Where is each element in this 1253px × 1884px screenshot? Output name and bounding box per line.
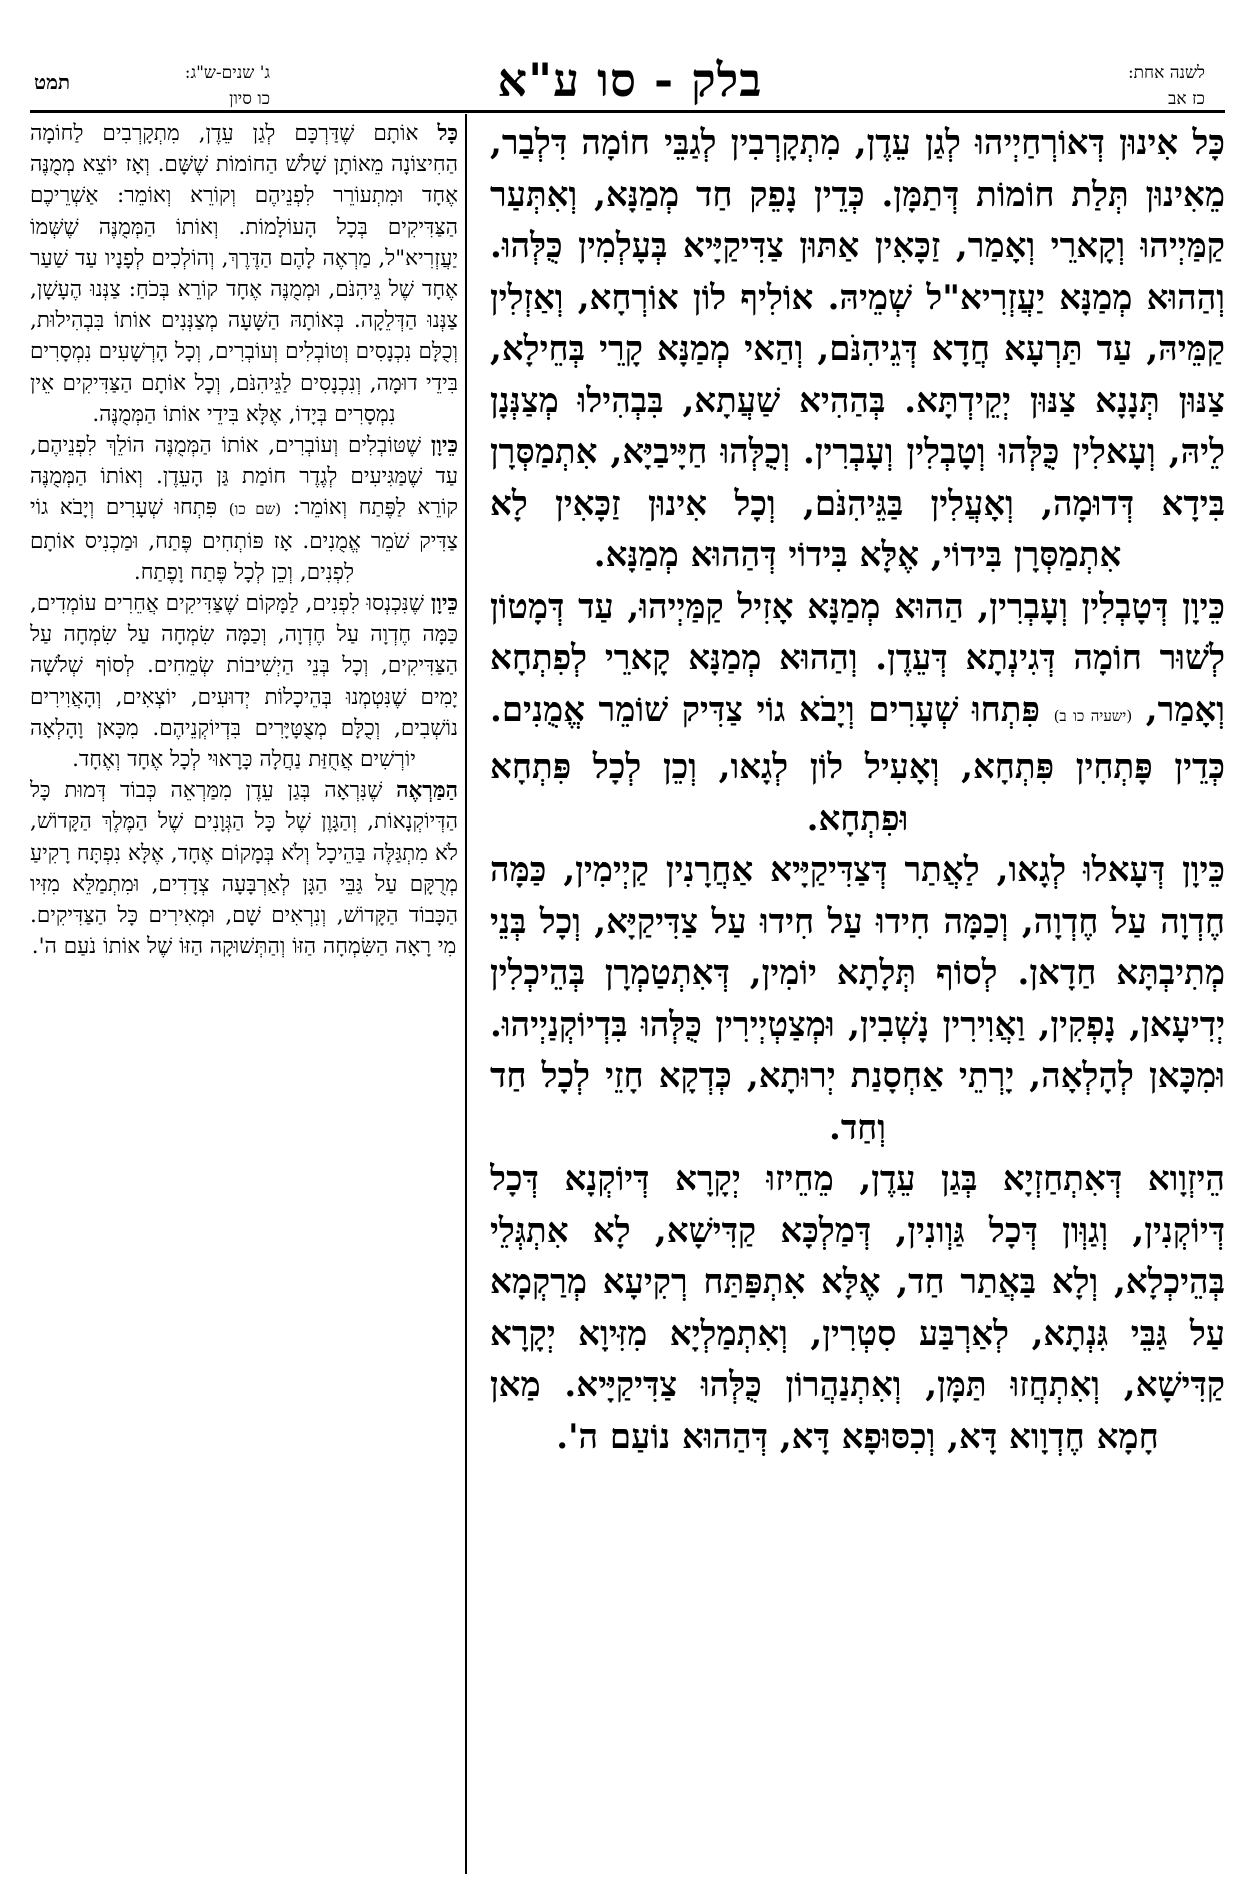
main-paragraph (490, 845, 1225, 1154)
paragraph-lead-word: הַמַּרְאֶה (396, 778, 458, 804)
paragraph-text: דְּאִתְחַזְיָא בְּגַן עֵדֶן, מֵחֵיזוּ יְקָרָא דְּיוֹקְנָא דְּכָל דְּיוֹקְנִין, וְגַוְּון דְּכָל גַּוְונִין, דְּמַלְכָּא קַדִּישָׁא, לָא אִתְגְּלֵי בְּהֵיכְלָא, וְלָא בַּאֲתַר חַד, אֶלָּא אִתְפַּתַּח רְקִיעָא מְרַקְמָא עַל גַּבֵּי גִּנְתָא, לְאַרְבַּע סִטְרִין, וְאִתְמַלְיָא מִזִּיוָא יְקָרָא קַדִּישָׁא, וְאִתְחֲזוּ תַּמָּן, וְאִתְנַהֲרוֹן כֻּלְּהוּ צַדִּיקַיָּיא. מַאן חָמָא חֶדְוָוא דָּא, וְכִסּוּפָא דָּא, דְּהַהוּא נוֹעַם ה'. (490, 1159, 1225, 1457)
translation-paragraph (30, 775, 458, 962)
paragraph-text: דְּטָבְלִין וְעָבְרִין, הַהוּא מְמַנָּא אָזִיל קַמַּיְיהוּ, עַד דְּמָטוֹן לְשׁוּר חוֹמָה דְּגִינְתָא דְּעֵדֶן. וְהַהוּא מְמַנָּא קָארֵי לְפִתְחָא וְאָמַר, (490, 586, 1225, 730)
translation-paragraph (30, 588, 458, 775)
main-paragraph (490, 118, 1225, 582)
main-paragraph (490, 1154, 1225, 1463)
page-title: בלק - סו ע"א (497, 53, 763, 107)
paragraph-lead-word: כָּל (1192, 123, 1225, 163)
schedule-label: ג' שנים-ש"ג: (184, 63, 270, 83)
paragraph-lead-word: כֵּיוָן (430, 433, 458, 459)
paragraph-text: שֶׁנִּרְאָה בְּגַן עֵדֶן מִמַּרְאֵה כְּבוֹד דְּמוּת כָּל הַדְּיוֹקְנָאוֹת, וְהַגָּוֶן שֶׁל כָּל הַגְּוָנִים שֶׁל הַמֶּלֶךְ הַקָּדוֹשׁ, לֹא מִתְגַּלֶּה בַּהֵיכָל וְלֹא בְּמָקוֹם אֶחָד, אֶלָּא נִפְתָּח רָקִיעַ מְרֻקָּם עַל גַּבֵּי הַגָּן לְאַרְבָּעָה צְדָדִים, וּמִתְמַלֵּא מִזִּיו הַכָּבוֹד הַקָּדוֹשׁ, וְנִרְאִים שָׁם, וּמְאִירִים כָּל הַצַּדִּיקִים. מִי רָאָה הַשִּׂמְחָה הַזּוֹ וְהַתְּשׁוּקָה הַזּוֹ שֶׁל אוֹתוֹ נֹעַם ה'. (30, 778, 458, 960)
paragraph-text: דְּעָאלוּ לְגָאו, לַאֲתַר דְּצַדִּיקַיָּיא אַחֲרָנִין קַיְימִין, כַּמָּה חֶדְוָה עַל חֶדְוָה, וְכַמָּה חִידוּ עַל חִידוּ עַל צַדִּיקַיָּא, וְכָל בְּנֵי מְתִיבְתָּא חַדָאן. לְסוֹף תְּלָתָא יוֹמִין, דְּאִתְטַמְרָן בְּהֵיכְלִין יְדִיעָאן, נָפְקִין, וַאֲוִירִין נָשְׁבִין, וּמְצַטְיְירִין כֻּלְּהוּ בִּדְיוֹקְנַיְיהוּ. וּמִכָּאן לְהָלְאָה, יָרְתֵי אַחְסָנַת יְרוּתָא, כְּדְקָא חָזֵי לְכָל חַד וְחַד. (490, 850, 1225, 1148)
translation-paragraph (30, 118, 458, 430)
schedule-date: כו סיון (229, 89, 270, 109)
paragraph-text: אִינוּן דְּאוֹרְחַיְיהוּ לְגַן עֵדֶן, מִתְקָרְבִין לְגַבֵּי חוֹמָה דִּלְבַר, מֵאִינוּן תְּלַת חוֹמוֹת דְּתַמָּן. כְּדֵין נָפֵק חַד מְמַנָּא, וְאִתְּעַר קַמַּיְיהוּ וְקָארֵי וְאָמַר, זַכָּאִין אַתּוּן צַדִּיקַיָּיא בְּעָלְמִין כֻּלְּהוּ. וְהַהוּא מְמַנָּא יַעֲזְרִיא"ל שְׁמֵיהּ. אוֹלִיף לוֹן אוֹרְחָא, וְאַזְלִין קַמֵּיהּ, עַד תַּרְעָא חֲדָא דְּגֵיהִנֹּם, וְהַאי מְמַנָּא קָרֵי בְּחֵילָא, צַנּוּן תְּנָנָא צַנּוּן יְקֵידְתָּא. בְּהַהִיא שַׁעֲתָא, בִּבְהִילוּ מְצַנְּנָן לֵיהּ, וְעָאלִין כֻּלְּהוּ וְטָבְלִין וְעָבְרִין. וְכֻלְּהוּ חַיָּיבַיָּא, אִתְמַסְּרָן בִּידָא דְּדוּמָה, וְאָעֲלִין בַּגֵּיהִנֹּם, וְכָל אִינוּן זַכָּאִין לָא אִתְמַסְּרָן בִּידוֹי, אֶלָּא בִּידוֹי דְּהַהוּא מְמַנָּא. (490, 123, 1225, 575)
paragraph-lead-word: כֵּיוָן (430, 591, 458, 617)
header-rule (30, 110, 1225, 113)
translation-paragraph (30, 430, 458, 588)
scripture-reference: (שם כו) (228, 500, 282, 519)
schedule-label: לשנה אחת: (1127, 63, 1205, 83)
study-schedule-one-year (1035, 60, 1205, 112)
column-divider (465, 114, 467, 1874)
paragraph-text-continued: פִּתְחוּ שְׁעָרִים וְיָבֹא גוֹי צַדִּיק שֹׁמֵר אֱמֻנִים. אָז פּוֹתְחִים פֶּתַח, וּמַכְנִיס אוֹתָם לִפְנִים, וְכֵן לְכָל פֶּתַח וָפֶתַח. (30, 495, 458, 585)
schedule-date: כז אב (1168, 89, 1205, 109)
paragraph-text: שֶׁנִּכְנְסוּ לִפְנִים, לַמָּקוֹם שֶׁצַּדִּיקִים אֲחֵרִים עוֹמְדִים, כַּמָּה חֶדְוָה עַל חֶדְוָה, וְכַמָּה שִׂמְחָה עַל שִׂמְחָה עַל הַצַּדִּיקִים, וְכָל בְּנֵי הַיְשִׁיבוֹת שְׂמֵחִים. לְסוֹף שְׁלֹשָׁה יָמִים שֶׁנִּטְמְנוּ בְּהֵיכָלוֹת יְדוּעִים, יוֹצְאִים, וְהָאֲוִירִים נוֹשְׁבִים, וְכֻלָּם מְצֻטָּיָּרִים בִּדְיוֹקְנֵיהֶם. מִכָּאן וָהָלְאָה יוֹרְשִׁים אֲחֻזַּת נַחֲלָה כָּרָאוּי לְכָל אֶחָד וְאֶחָד. (30, 591, 458, 773)
paragraph-lead-word: הֵיזְוָוא (1147, 1159, 1225, 1199)
study-schedule-three-years (110, 60, 270, 112)
main-paragraph (490, 582, 1225, 846)
paragraph-lead-word: כָּל (437, 121, 458, 146)
main-text-column (490, 118, 1225, 1868)
paragraph-lead-word: כֵּיוָן (1182, 586, 1225, 627)
translation-column (30, 118, 458, 1868)
paragraph-text-continued: פִּתְחוּ שְׁעָרִים וְיָבֹא גוֹי צַדִּיק שׁוֹמֵר אֱמֻנִים. כְּדֵין פָּתְחִין פִּתְחָא, וְאָעִיל לוֹן לְגָאו, וְכֵן לְכָל פִּתְחָא וּפִתְחָא. (490, 689, 1225, 839)
paragraph-lead-word: כֵּיוָן (1182, 850, 1225, 890)
paragraph-text: אוֹתָם שֶׁדַּרְכָּם לְגַן עֵדֶן, מִתְקָרְבִים לַחוֹמָה הַחִיצוֹנָה מֵאוֹתָן שָׁלֹשׁ הַחוֹמוֹת שֶׁשָּׁם. וְאָז יוֹצֵא מְמֻנֶּה אֶחָד וּמִתְעוֹרֵר לִפְנֵיהֶם וְקוֹרֵא וְאוֹמֵר: אַשְׁרֵיכֶם הַצַּדִּיקִים בְּכָל הָעוֹלָמוֹת. וְאוֹתוֹ הַמְּמֻנֶּה שֶׁשְּׁמוֹ יַעֲזְרִיא"ל, מַרְאֶה לָהֶם הַדֶּרֶךְ, וְהוֹלְכִים לְפָנָיו עַד שַׁעַר אֶחָד שֶׁל גֵּיהִנֹּם, וּמְמֻנֶּה אֶחָד קוֹרֵא בְּכֹחַ: צַנְּנוּ הֶעָשָׁן, צַנְּנוּ הַדְּלֵקָה. בְּאוֹתָהּ הַשָּׁעָה מְצַנְּנִים אוֹתוֹ בִּבְהִילוּת, וְכֻלָּם נִכְנָסִים וְטוֹבְלִים וְעוֹבְרִים, וְכָל הָרְשָׁעִים נִמְסָרִים בִּידֵי דוּמָה, וְנִכְנָסִים לַגֵּיהִנֹּם, וְכָל אוֹתָם הַצַּדִּיקִים אֵין נִמְסָרִים בְּיָדוֹ, אֶלָּא בִּידֵי אוֹתוֹ הַמְּמֻנֶּה. (30, 121, 458, 427)
page-number: תמט (34, 70, 71, 94)
paragraph-text: שֶׁטּוֹבְלִים וְעוֹבְרִים, אוֹתוֹ הַמְּמֻנֶּה הוֹלֵךְ לִפְנֵיהֶם, עַד שֶׁמַּגִּיעִים לְגֶדֶר חוֹמַת גַּן הָעֵדֶן. וְאוֹתוֹ הַמְּמֻנֶּה קוֹרֵא לַפֶּתַח וְאוֹמֵר: (30, 433, 458, 521)
scripture-reference: (ישעיה כו ב) (1053, 706, 1133, 725)
